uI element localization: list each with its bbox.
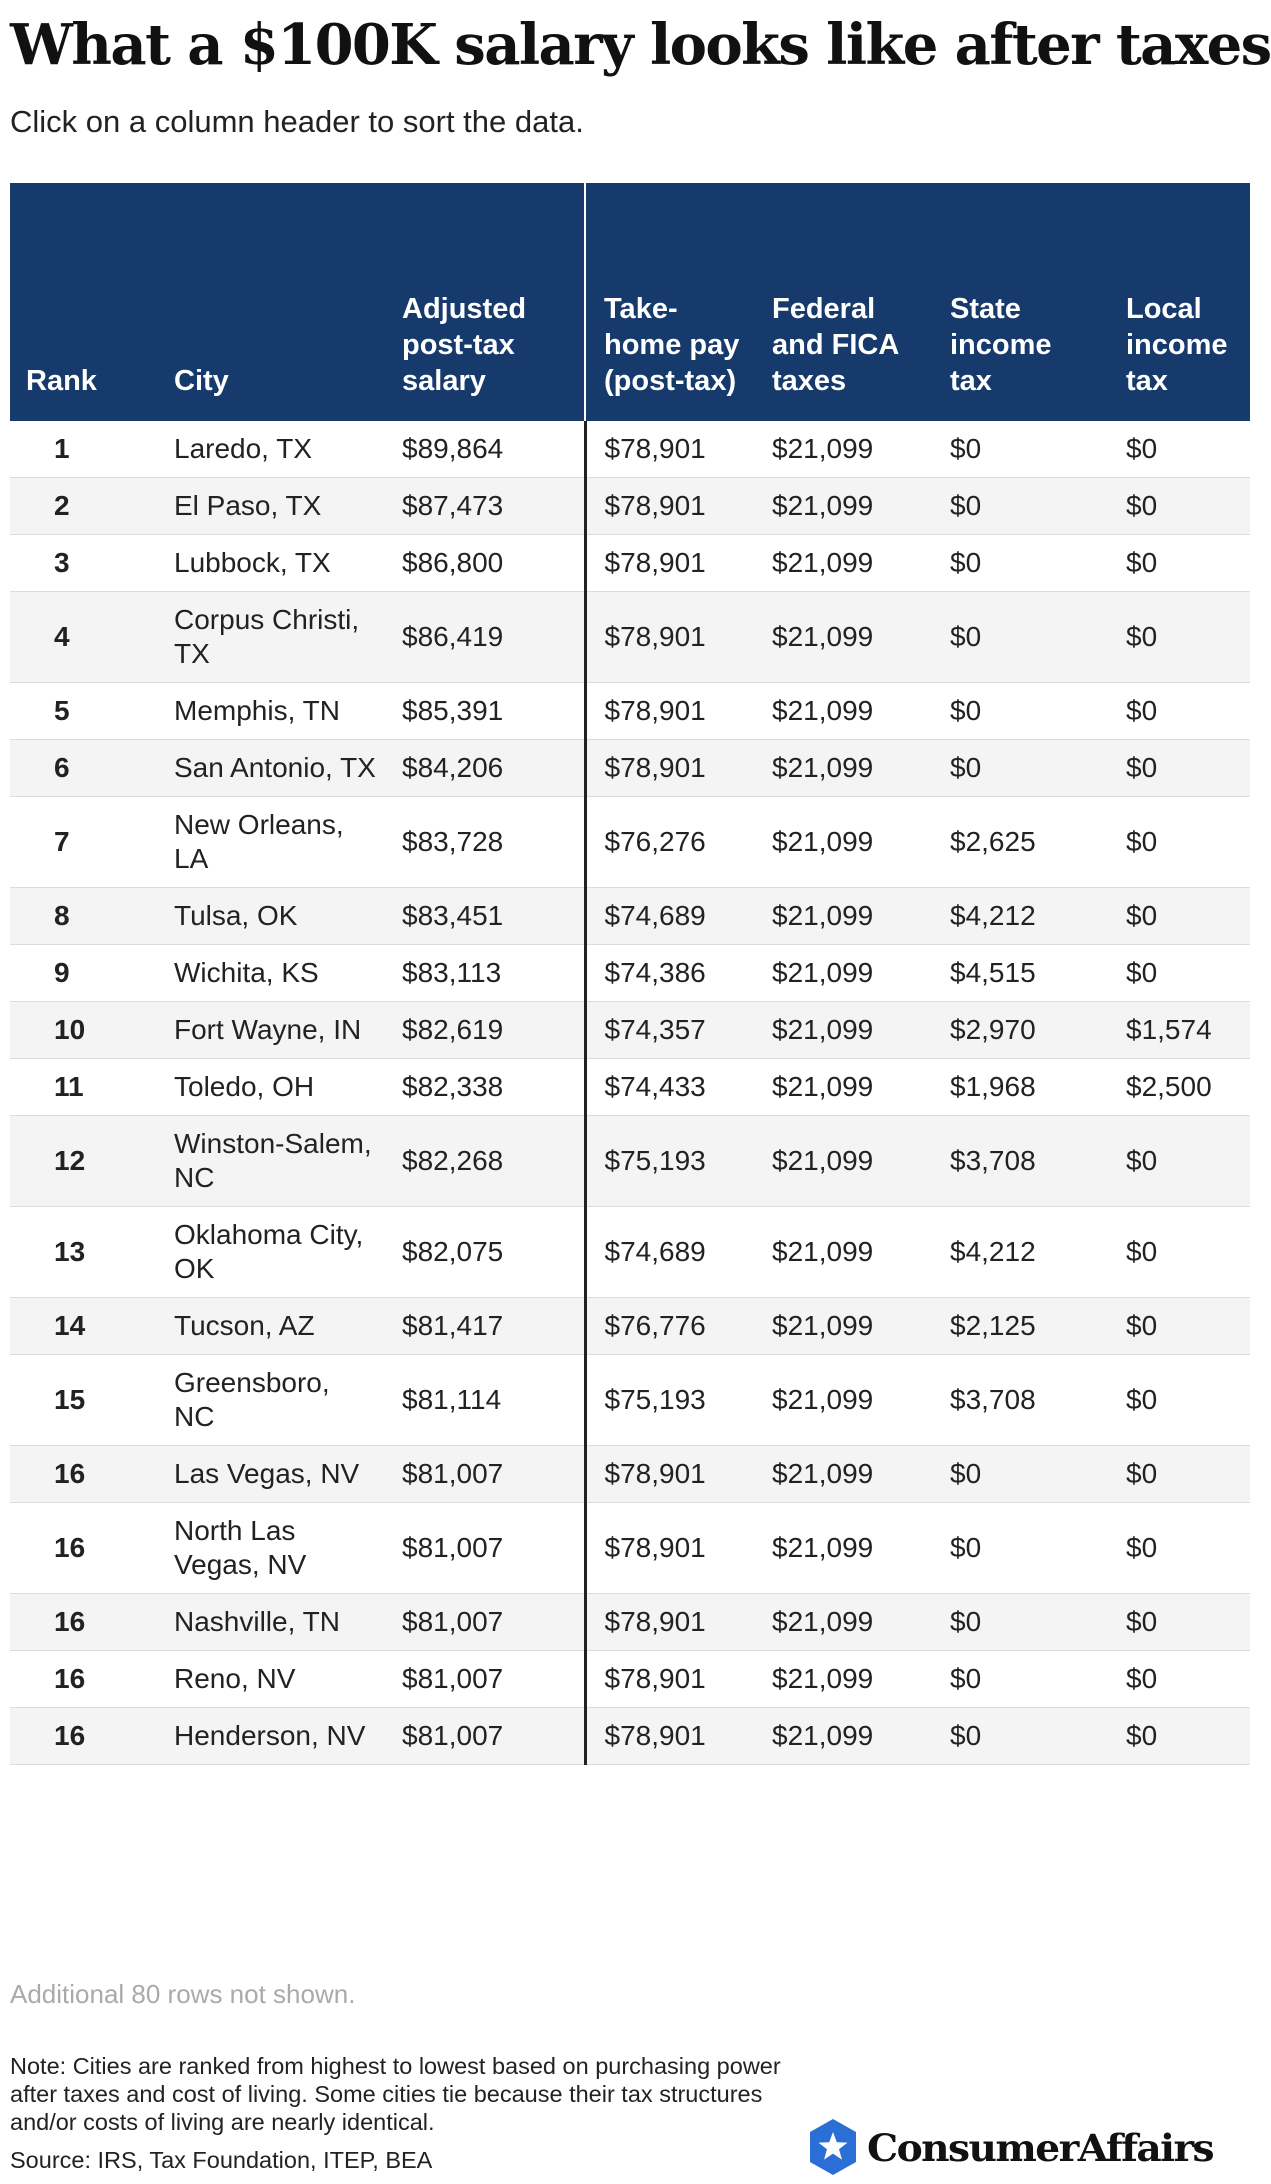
- cell-local-tax: $0: [1108, 1594, 1250, 1651]
- cell-rank: 16: [10, 1446, 156, 1503]
- table-row: [10, 1446, 1250, 1503]
- table-row: [10, 1059, 1250, 1116]
- table-row: [10, 421, 1250, 478]
- cell-city: Reno, NV: [156, 1651, 384, 1708]
- cell-rank: 9: [10, 945, 156, 1002]
- cell-rank: 12: [10, 1116, 156, 1207]
- table-row: [10, 478, 1250, 535]
- cell-take-home-pay: $78,901: [585, 1651, 754, 1708]
- methodology-note: Note: Cities are ranked from highest to lowest based on purchasing power after taxes and cost of living. Some cities tie because their tax structures and/or costs of living are nearly identical.: [10, 2053, 781, 2135]
- cell-rank: 5: [10, 683, 156, 740]
- cell-local-tax: $0: [1108, 740, 1250, 797]
- cell-rank: 16: [10, 1503, 156, 1594]
- cell-state-tax: $2,625: [932, 797, 1108, 888]
- cell-state-tax: $1,968: [932, 1059, 1108, 1116]
- consumeraffairs-logo: [803, 2115, 1218, 2179]
- cell-local-tax: $0: [1108, 683, 1250, 740]
- cell-state-tax: $4,212: [932, 1207, 1108, 1298]
- table-row: [10, 1207, 1250, 1298]
- cell-federal-fica: $21,099: [754, 1355, 932, 1446]
- cell-federal-fica: $21,099: [754, 478, 932, 535]
- data-table-container[interactable]: [10, 183, 1228, 1963]
- table-row: [10, 1355, 1250, 1446]
- column-header-adjusted-salary[interactable]: Adjusted post-tax salary: [384, 183, 585, 421]
- cell-local-tax: $0: [1108, 1116, 1250, 1207]
- cell-adjusted-salary: $81,007: [384, 1503, 585, 1594]
- table-row: [10, 1503, 1250, 1594]
- cell-take-home-pay: $74,386: [585, 945, 754, 1002]
- cell-local-tax: $0: [1108, 797, 1250, 888]
- cell-adjusted-salary: $84,206: [384, 740, 585, 797]
- cell-state-tax: $3,708: [932, 1355, 1108, 1446]
- cell-federal-fica: $21,099: [754, 1446, 932, 1503]
- cell-state-tax: $2,970: [932, 1002, 1108, 1059]
- cell-rank: 13: [10, 1207, 156, 1298]
- cell-city: Tucson, AZ: [156, 1298, 384, 1355]
- cell-federal-fica: $21,099: [754, 1116, 932, 1207]
- cell-rank: 6: [10, 740, 156, 797]
- cell-adjusted-salary: $82,338: [384, 1059, 585, 1116]
- column-header-state-tax[interactable]: State income tax: [932, 183, 1108, 421]
- cell-rank: 16: [10, 1708, 156, 1765]
- cell-city: Lubbock, TX: [156, 535, 384, 592]
- cell-adjusted-salary: $82,619: [384, 1002, 585, 1059]
- cell-city: Tulsa, OK: [156, 888, 384, 945]
- cell-local-tax: $2,500: [1108, 1059, 1250, 1116]
- cell-local-tax: $1,574: [1108, 1002, 1250, 1059]
- table-row: [10, 797, 1250, 888]
- data-table: [10, 183, 1250, 1765]
- cell-rank: 7: [10, 797, 156, 888]
- cell-federal-fica: $21,099: [754, 797, 932, 888]
- table-row: [10, 888, 1250, 945]
- cell-rank: 16: [10, 1594, 156, 1651]
- cell-federal-fica: $21,099: [754, 1298, 932, 1355]
- cell-local-tax: $0: [1108, 1298, 1250, 1355]
- cell-rank: 8: [10, 888, 156, 945]
- cell-local-tax: $0: [1108, 478, 1250, 535]
- cell-take-home-pay: $78,901: [585, 478, 754, 535]
- source-line: Source: IRS, Tax Foundation, ITEP, BEA: [10, 2147, 433, 2173]
- cell-adjusted-salary: $81,114: [384, 1355, 585, 1446]
- cell-city: San Antonio, TX: [156, 740, 384, 797]
- table-row: [10, 740, 1250, 797]
- cell-federal-fica: $21,099: [754, 740, 932, 797]
- cell-state-tax: $0: [932, 535, 1108, 592]
- cell-take-home-pay: $78,901: [585, 683, 754, 740]
- page-subtitle: Click on a column header to sort the data.: [10, 104, 584, 139]
- cell-take-home-pay: $75,193: [585, 1116, 754, 1207]
- cell-local-tax: $0: [1108, 1355, 1250, 1446]
- cell-adjusted-salary: $81,007: [384, 1708, 585, 1765]
- cell-state-tax: $0: [932, 421, 1108, 478]
- cell-local-tax: $0: [1108, 421, 1250, 478]
- cell-state-tax: $0: [932, 592, 1108, 683]
- page-title: What a $100K salary looks like after taxes: [10, 12, 1271, 78]
- cell-federal-fica: $21,099: [754, 888, 932, 945]
- cell-adjusted-salary: $81,417: [384, 1298, 585, 1355]
- cell-federal-fica: $21,099: [754, 1708, 932, 1765]
- cell-adjusted-salary: $83,451: [384, 888, 585, 945]
- cell-take-home-pay: $74,689: [585, 1207, 754, 1298]
- cell-federal-fica: $21,099: [754, 1059, 932, 1116]
- cell-city: Corpus Christi, TX: [156, 592, 384, 683]
- cell-state-tax: $2,125: [932, 1298, 1108, 1355]
- cell-adjusted-salary: $83,728: [384, 797, 585, 888]
- table-row: [10, 945, 1250, 1002]
- cell-city: Oklahoma City, OK: [156, 1207, 384, 1298]
- table-body: [10, 421, 1250, 1765]
- cell-take-home-pay: $78,901: [585, 592, 754, 683]
- cell-state-tax: $4,212: [932, 888, 1108, 945]
- cell-take-home-pay: $74,689: [585, 888, 754, 945]
- cell-federal-fica: $21,099: [754, 1594, 932, 1651]
- cell-state-tax: $0: [932, 740, 1108, 797]
- cell-local-tax: $0: [1108, 945, 1250, 1002]
- cell-take-home-pay: $78,901: [585, 535, 754, 592]
- column-header-federal-fica[interactable]: Federal and FICA taxes: [754, 183, 932, 421]
- cell-adjusted-salary: $81,007: [384, 1446, 585, 1503]
- table-row: [10, 1594, 1250, 1651]
- cell-city: Greensboro, NC: [156, 1355, 384, 1446]
- cell-rank: 3: [10, 535, 156, 592]
- cell-federal-fica: $21,099: [754, 535, 932, 592]
- additional-rows-note: Additional 80 rows not shown.: [10, 1979, 356, 2009]
- cell-state-tax: $0: [932, 683, 1108, 740]
- cell-federal-fica: $21,099: [754, 683, 932, 740]
- cell-take-home-pay: $74,433: [585, 1059, 754, 1116]
- table-row: [10, 1002, 1250, 1059]
- cell-take-home-pay: $76,776: [585, 1298, 754, 1355]
- cell-state-tax: $0: [932, 1708, 1108, 1765]
- cell-rank: 4: [10, 592, 156, 683]
- cell-federal-fica: $21,099: [754, 592, 932, 683]
- cell-federal-fica: $21,099: [754, 1651, 932, 1708]
- table-header-row: [10, 183, 1250, 421]
- cell-state-tax: $4,515: [932, 945, 1108, 1002]
- cell-take-home-pay: $78,901: [585, 740, 754, 797]
- cell-city: El Paso, TX: [156, 478, 384, 535]
- cell-state-tax: $0: [932, 1594, 1108, 1651]
- column-header-rank[interactable]: Rank: [10, 183, 156, 421]
- cell-federal-fica: $21,099: [754, 1002, 932, 1059]
- cell-city: Las Vegas, NV: [156, 1446, 384, 1503]
- table-row: [10, 1651, 1250, 1708]
- cell-state-tax: $3,708: [932, 1116, 1108, 1207]
- column-header-city[interactable]: City: [156, 183, 384, 421]
- cell-city: Toledo, OH: [156, 1059, 384, 1116]
- svg-text:ConsumerAffairs: ConsumerAffairs: [867, 2126, 1214, 2170]
- cell-rank: 11: [10, 1059, 156, 1116]
- cell-city: Winston-Salem, NC: [156, 1116, 384, 1207]
- column-header-take-home-pay[interactable]: Take-home pay (post-tax): [585, 183, 754, 421]
- cell-adjusted-salary: $81,007: [384, 1594, 585, 1651]
- star-badge-icon: [810, 2119, 856, 2175]
- cell-city: North Las Vegas, NV: [156, 1503, 384, 1594]
- cell-take-home-pay: $78,901: [585, 421, 754, 478]
- cell-adjusted-salary: $83,113: [384, 945, 585, 1002]
- cell-city: Fort Wayne, IN: [156, 1002, 384, 1059]
- cell-city: Memphis, TN: [156, 683, 384, 740]
- cell-local-tax: $0: [1108, 1503, 1250, 1594]
- cell-take-home-pay: $74,357: [585, 1002, 754, 1059]
- table-row: [10, 592, 1250, 683]
- cell-state-tax: $0: [932, 478, 1108, 535]
- cell-federal-fica: $21,099: [754, 421, 932, 478]
- table-row: [10, 1708, 1250, 1765]
- cell-take-home-pay: $75,193: [585, 1355, 754, 1446]
- cell-rank: 16: [10, 1651, 156, 1708]
- cell-adjusted-salary: $89,864: [384, 421, 585, 478]
- table-row: [10, 1298, 1250, 1355]
- cell-city: Laredo, TX: [156, 421, 384, 478]
- cell-local-tax: $0: [1108, 535, 1250, 592]
- cell-adjusted-salary: $86,800: [384, 535, 585, 592]
- cell-take-home-pay: $78,901: [585, 1503, 754, 1594]
- cell-adjusted-salary: $86,419: [384, 592, 585, 683]
- cell-adjusted-salary: $85,391: [384, 683, 585, 740]
- cell-take-home-pay: $78,901: [585, 1594, 754, 1651]
- cell-local-tax: $0: [1108, 592, 1250, 683]
- cell-rank: 15: [10, 1355, 156, 1446]
- cell-federal-fica: $21,099: [754, 1207, 932, 1298]
- cell-take-home-pay: $78,901: [585, 1708, 754, 1765]
- table-row: [10, 535, 1250, 592]
- cell-city: Henderson, NV: [156, 1708, 384, 1765]
- table-row: [10, 1116, 1250, 1207]
- cell-local-tax: $0: [1108, 1207, 1250, 1298]
- table-row: [10, 683, 1250, 740]
- cell-rank: 14: [10, 1298, 156, 1355]
- cell-adjusted-salary: $82,075: [384, 1207, 585, 1298]
- cell-city: New Orleans, LA: [156, 797, 384, 888]
- cell-federal-fica: $21,099: [754, 1503, 932, 1594]
- cell-rank: 2: [10, 478, 156, 535]
- cell-rank: 10: [10, 1002, 156, 1059]
- cell-adjusted-salary: $87,473: [384, 478, 585, 535]
- cell-federal-fica: $21,099: [754, 945, 932, 1002]
- cell-adjusted-salary: $81,007: [384, 1651, 585, 1708]
- cell-rank: 1: [10, 421, 156, 478]
- cell-city: Nashville, TN: [156, 1594, 384, 1651]
- cell-adjusted-salary: $82,268: [384, 1116, 585, 1207]
- cell-local-tax: $0: [1108, 888, 1250, 945]
- column-header-local-tax[interactable]: Local income tax: [1108, 183, 1250, 421]
- cell-take-home-pay: $76,276: [585, 797, 754, 888]
- cell-local-tax: $0: [1108, 1446, 1250, 1503]
- cell-local-tax: $0: [1108, 1708, 1250, 1765]
- cell-state-tax: $0: [932, 1503, 1108, 1594]
- cell-city: Wichita, KS: [156, 945, 384, 1002]
- cell-local-tax: $0: [1108, 1651, 1250, 1708]
- cell-state-tax: $0: [932, 1446, 1108, 1503]
- cell-state-tax: $0: [932, 1651, 1108, 1708]
- cell-take-home-pay: $78,901: [585, 1446, 754, 1503]
